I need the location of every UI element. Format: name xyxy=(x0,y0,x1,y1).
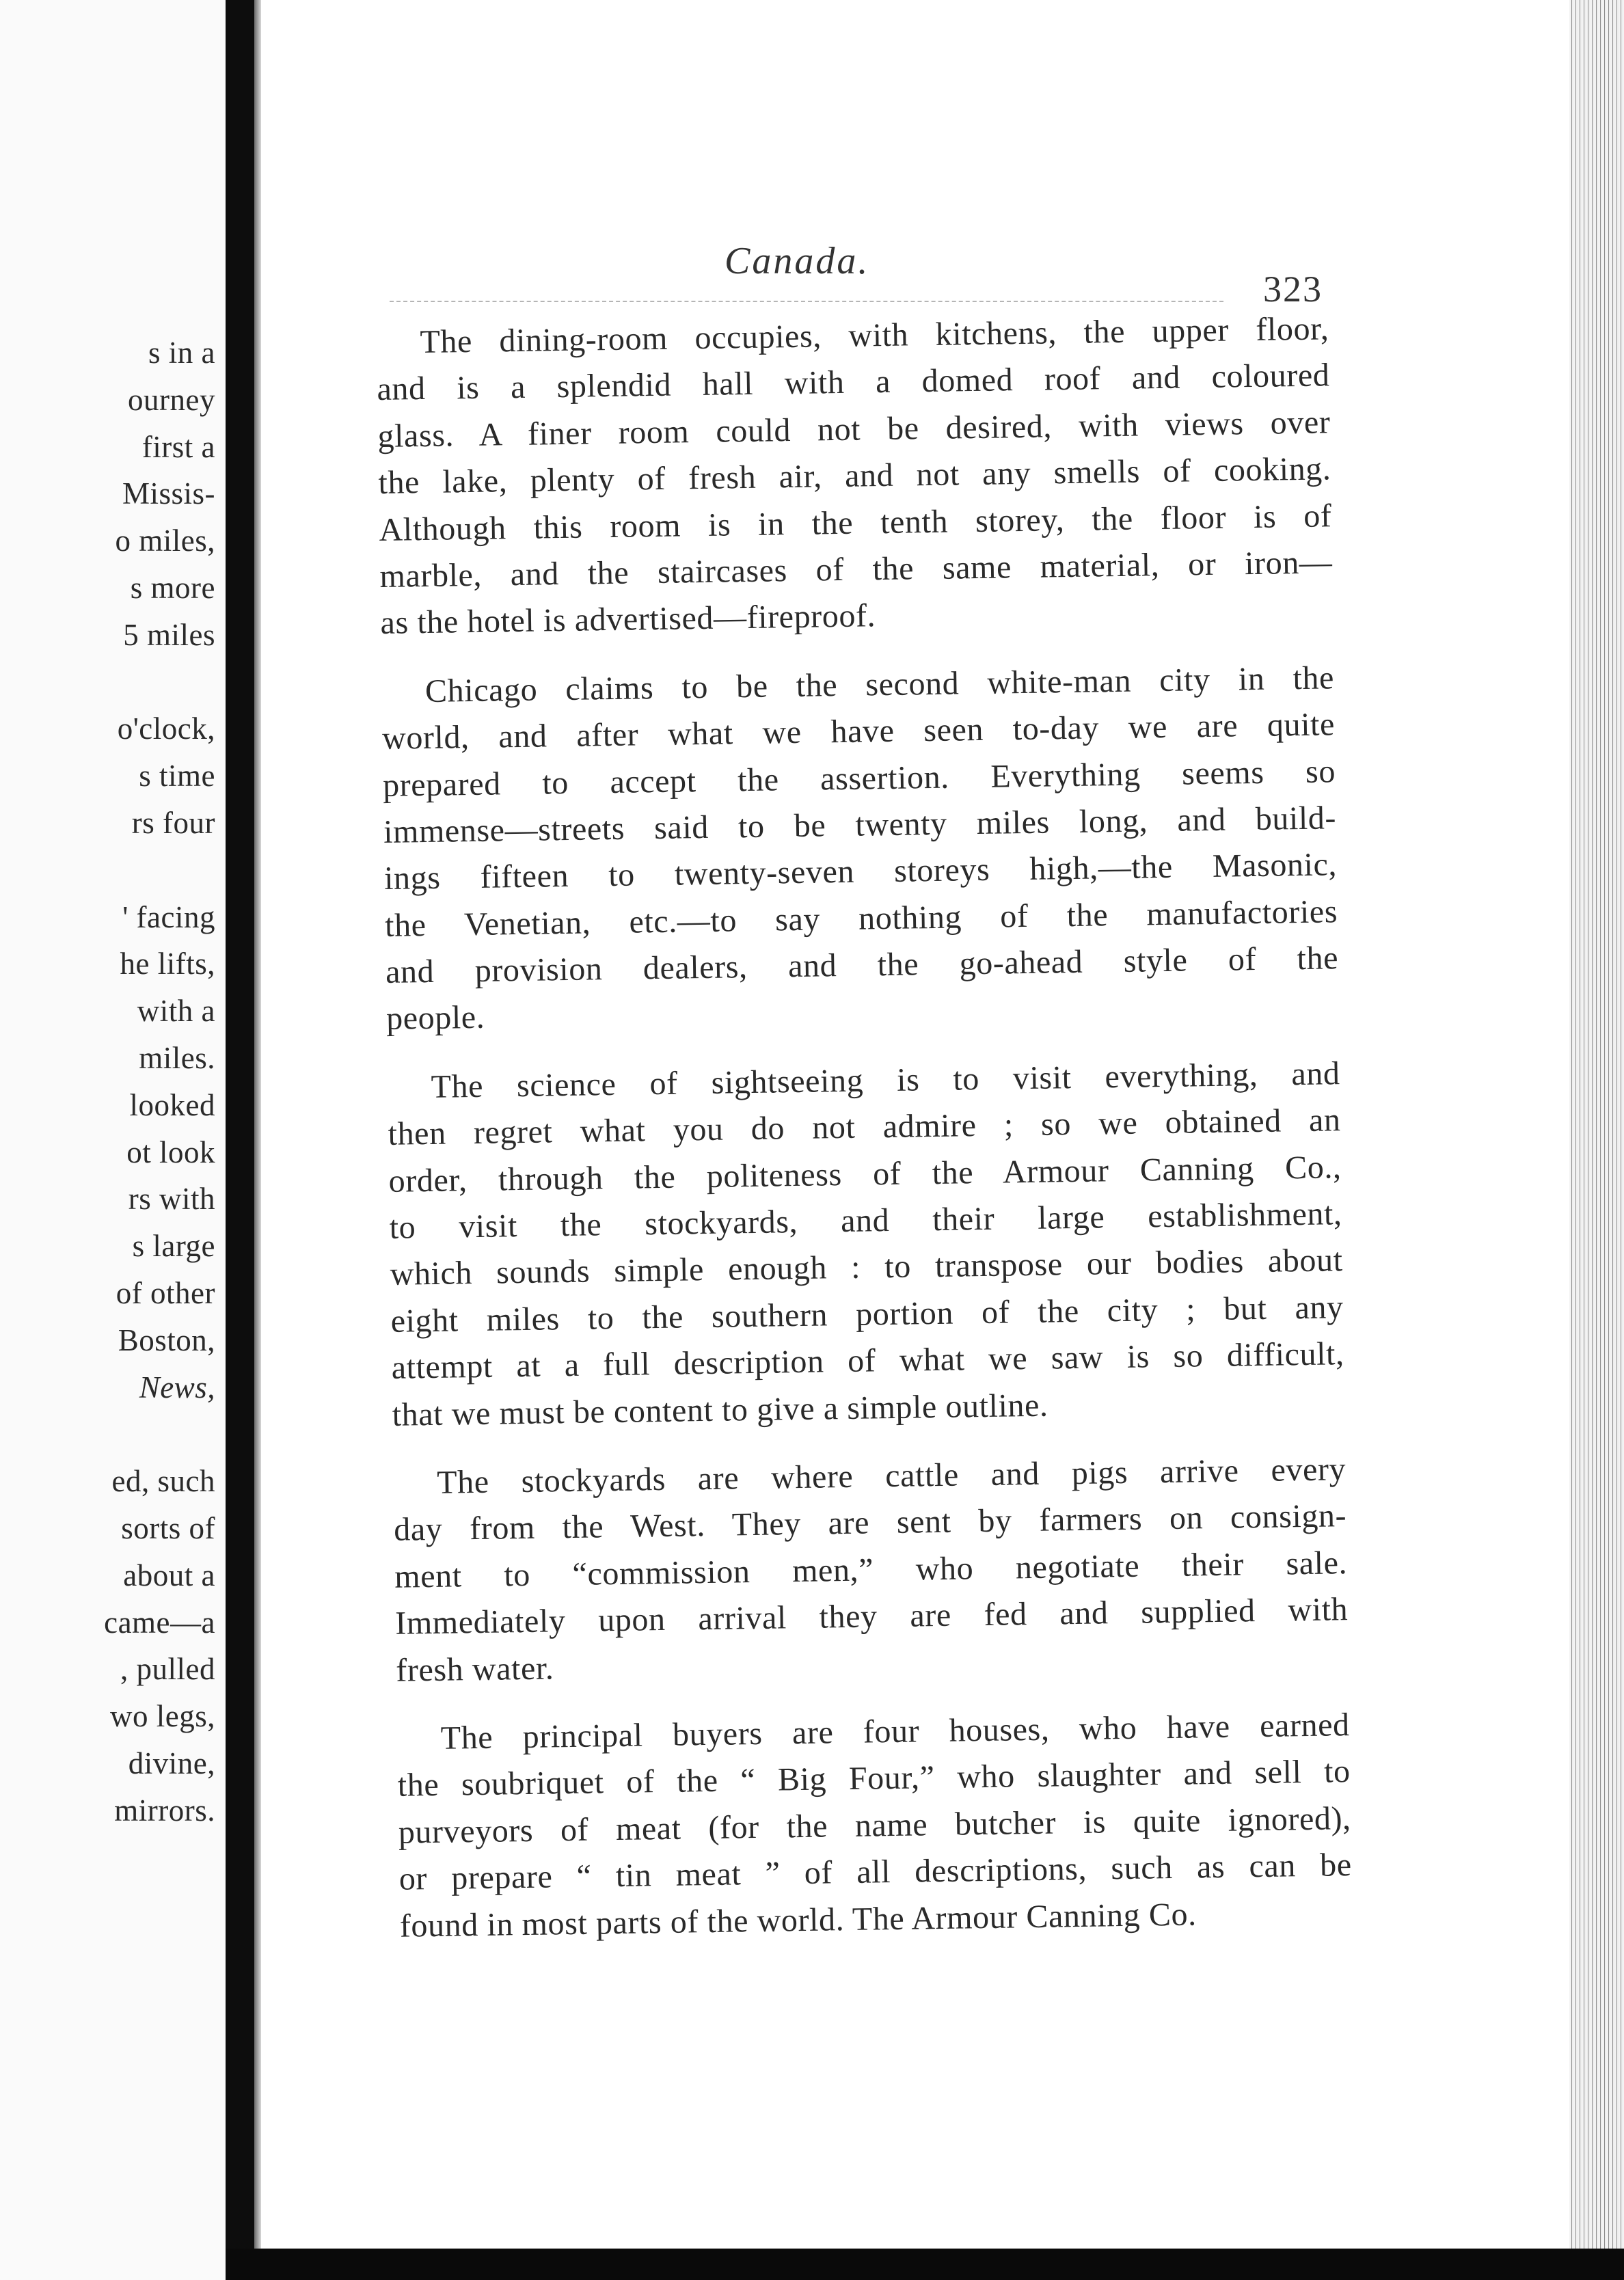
left-page-line: with a xyxy=(137,994,215,1029)
text-line: then regret what you do not admire ; so we obtained an xyxy=(388,1102,1341,1153)
left-page-line: News, xyxy=(139,1370,215,1404)
paragraph xyxy=(381,655,1340,1043)
text-line: Immediately upon arrival they are fed and supplied with xyxy=(394,1591,1349,1642)
text-line: The stockyards are where cattle and pigs arrive every xyxy=(436,1451,1346,1501)
text-line: eight miles to the southern portion of the city ; but any xyxy=(390,1288,1344,1340)
left-page-gap xyxy=(0,1411,215,1458)
left-page-line: o miles, xyxy=(115,524,215,558)
text-line: ings fifteen to twenty-seven storeys high,—the Masonic, xyxy=(383,846,1338,897)
text-line: immense—streets said to be twenty miles long, and build- xyxy=(383,800,1337,850)
left-page-line: , pulled xyxy=(120,1652,215,1687)
paragraph xyxy=(387,1050,1345,1439)
page-number: 323 xyxy=(1263,269,1323,310)
paragraph xyxy=(396,1702,1353,1950)
left-page-line: came—a xyxy=(104,1605,215,1640)
left-page-line: miles. xyxy=(139,1040,215,1075)
left-page-line: divine, xyxy=(128,1746,215,1780)
text-line: found in most parts of the world. The Armour Canning Co. xyxy=(399,1895,1197,1944)
paragraph xyxy=(376,306,1334,647)
left-page-line: s time xyxy=(139,759,215,793)
left-page-gap xyxy=(0,847,215,894)
left-page-line: he lifts, xyxy=(120,947,215,981)
left-page xyxy=(0,0,226,2280)
text-line: the lake, plenty of fresh air, and not any smells of cooking. xyxy=(378,450,1331,502)
text-line: The science of sightseeing is to visit everything, and xyxy=(431,1055,1340,1105)
left-page-line: ot look xyxy=(126,1135,215,1169)
left-page-line: mirrors. xyxy=(114,1793,215,1828)
text-line: world, and after what we have seen to-day we are quite xyxy=(381,706,1336,757)
left-page-line: Boston, xyxy=(118,1322,215,1357)
left-page-line: rs four xyxy=(131,805,215,840)
left-page-line: of other xyxy=(116,1275,215,1310)
text-line: and provision dealers, and the go-ahead style of the xyxy=(385,940,1339,990)
paragraph xyxy=(393,1446,1349,1694)
left-page-line: wo legs, xyxy=(110,1699,215,1734)
text-line: attempt at a full description of what we saw is so difficult, xyxy=(391,1335,1344,1387)
bottom-background xyxy=(226,2249,1624,2280)
left-page-text xyxy=(0,329,215,1834)
head-rule xyxy=(390,301,1223,302)
text-line: The principal buyers are four houses, who have earned xyxy=(440,1707,1351,1756)
text-line: to visit the stockyards, and their large establishment, xyxy=(389,1195,1342,1246)
left-page-line: first a xyxy=(141,429,215,464)
text-line: which sounds simple enough : to transpose our bodies about xyxy=(390,1242,1343,1293)
text-line: fresh water. xyxy=(395,1649,554,1689)
book-gutter xyxy=(226,0,254,2280)
text-line: that we must be content to give a simple outline. xyxy=(392,1387,1048,1433)
left-page-line: o'clock, xyxy=(117,711,215,746)
text-line: Chicago claims to be the second white-man city in the xyxy=(424,659,1335,709)
text-line: the Venetian, etc.—to say nothing of the manufactories xyxy=(384,893,1338,944)
left-page-line: about a xyxy=(123,1558,215,1592)
text-line: purveyors of meat (for the name butcher is quite ignored), xyxy=(398,1800,1352,1851)
body-text xyxy=(376,306,1353,1949)
left-page-gap xyxy=(0,659,215,706)
text-line: marble, and the staircases of the same material, or iron— xyxy=(379,544,1333,595)
text-line: order, through the politeness of the Armour Canning Co., xyxy=(388,1148,1342,1199)
left-page-line: ed, such xyxy=(111,1464,215,1499)
left-page-line: s in a xyxy=(148,336,215,370)
text-line: the soubriquet of the “ Big Four,” who slaughter and sell to xyxy=(397,1753,1351,1804)
left-page-line: ' facing xyxy=(122,899,215,934)
left-page-line: ourney xyxy=(128,382,215,417)
text-line: and is a splendid hall with a domed roof and coloured xyxy=(377,357,1330,408)
text-line: day from the West. They are sent by farmers on consign- xyxy=(393,1497,1347,1549)
left-page-line: Missis- xyxy=(122,476,215,511)
left-page-line: looked xyxy=(129,1087,215,1122)
gutter-shadow xyxy=(254,0,261,2280)
text-line: The dining-room occupies, with kitchens, the upper floor, xyxy=(420,310,1329,361)
text-line: as the hotel is advertised—fireproof. xyxy=(380,597,876,642)
text-line: prepared to accept the assertion. Everything seems so xyxy=(382,752,1336,804)
text-line: or prepare “ tin meat ” of all descriptions, such as can be xyxy=(398,1847,1353,1897)
text-line: people. xyxy=(385,999,485,1037)
left-page-line: 5 miles xyxy=(123,617,215,652)
left-page-line: s more xyxy=(130,570,215,605)
running-head: Canada. xyxy=(725,240,870,282)
text-line: ment to “commission men,” who negotiate their sale. xyxy=(394,1544,1348,1595)
left-page-line: rs with xyxy=(128,1182,215,1217)
text-line: glass. A finer room could not be desired, with views over xyxy=(377,404,1331,454)
page-edge-stack xyxy=(1569,0,1624,2249)
left-page-line: s large xyxy=(132,1229,215,1264)
text-line: Although this room is in the tenth storey, the floor is of xyxy=(379,497,1332,548)
left-page-line: sorts of xyxy=(121,1510,215,1545)
